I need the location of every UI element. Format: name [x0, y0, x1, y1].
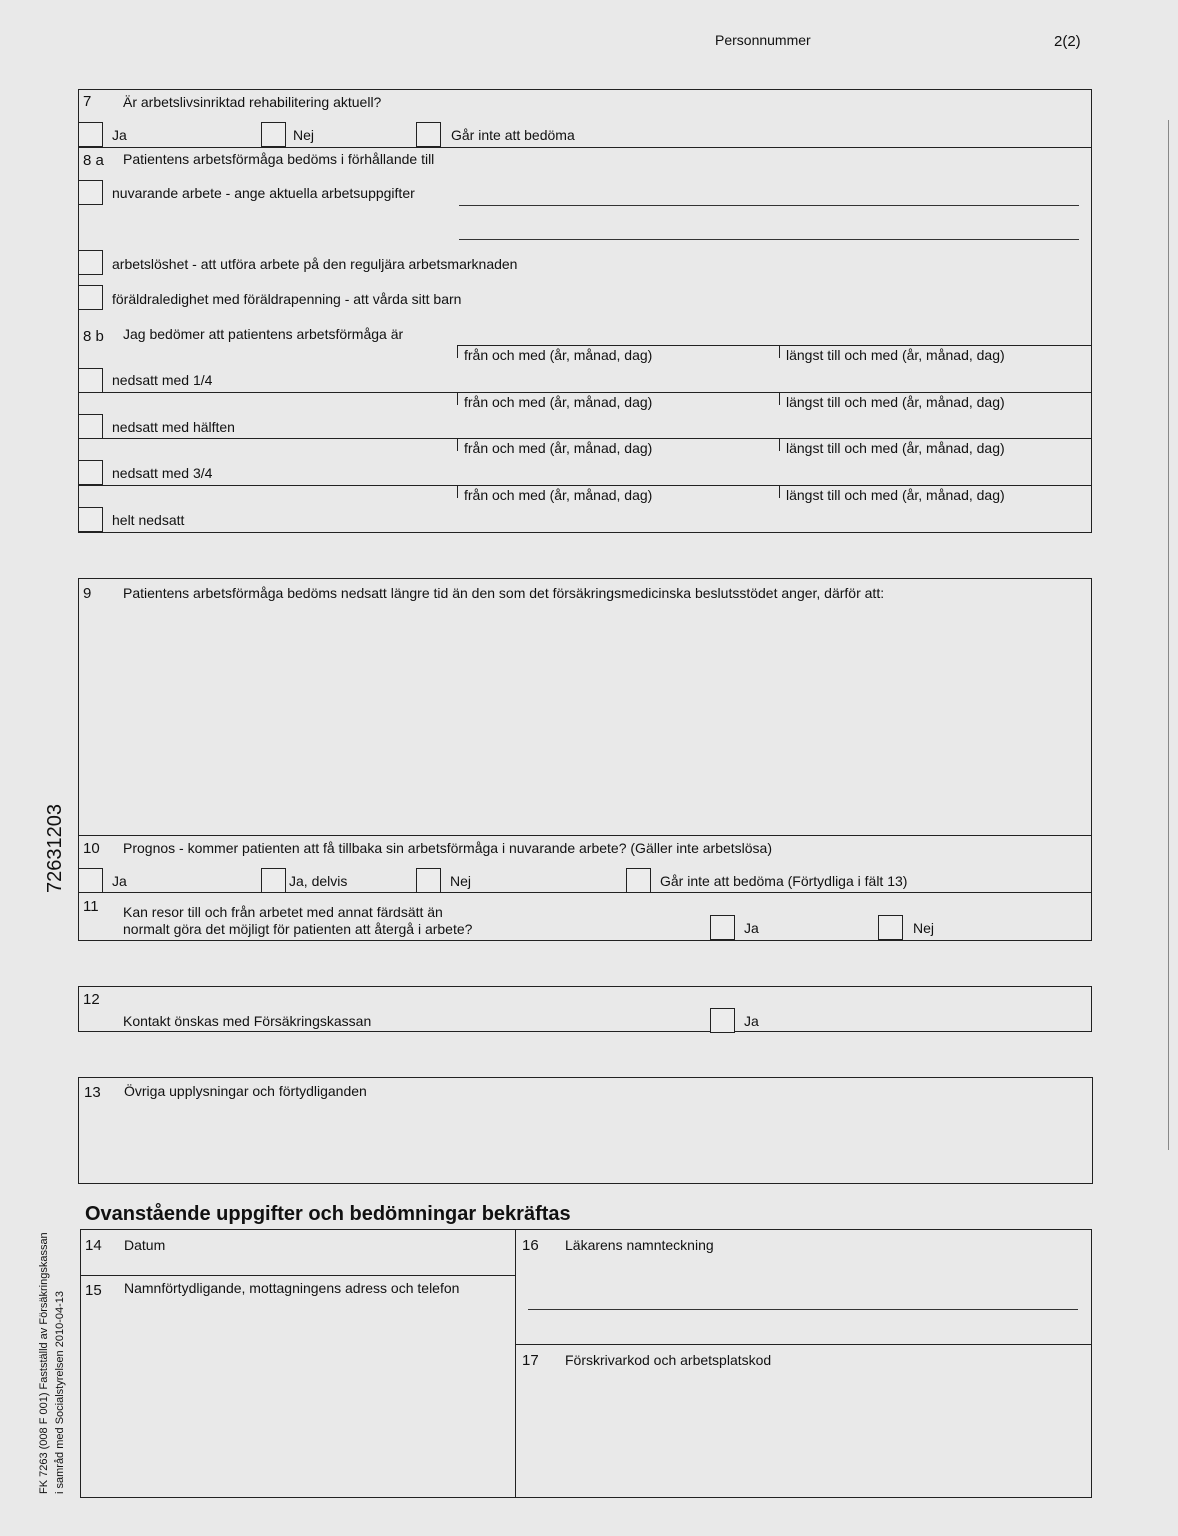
section-14-number: 14 — [85, 1237, 102, 1254]
section-17-text: Förskrivarkod och arbetsplatskod — [565, 1352, 772, 1368]
reduced-three-quarters-from-field[interactable] — [459, 455, 777, 483]
section-14-text: Datum — [124, 1237, 166, 1253]
section-12-text: Kontakt önskas med Försäkringskassan — [123, 1013, 372, 1029]
unemployment-label: arbetslöshet - att utföra arbete på den reguljära arbetsmarknaden — [112, 256, 518, 272]
divider — [78, 485, 1091, 486]
divider — [457, 345, 1091, 346]
parental-leave-checkbox[interactable] — [78, 285, 103, 310]
divider — [80, 1275, 516, 1276]
to-date-label: längst till och med (år, månad, dag) — [786, 440, 1005, 456]
divider — [779, 438, 780, 451]
section-16-text: Läkarens namnteckning — [565, 1237, 714, 1253]
reduced-quarter-from-field[interactable] — [459, 362, 777, 390]
fully-reduced-to-field[interactable] — [781, 502, 1089, 529]
divider — [78, 147, 1091, 148]
travel-no-checkbox[interactable] — [878, 915, 903, 940]
travel-yes-label: Ja — [744, 920, 759, 936]
from-date-label: från och med (år, månad, dag) — [464, 347, 653, 363]
unemployment-checkbox[interactable] — [78, 250, 103, 275]
section-8a-number: 8 a — [83, 152, 104, 169]
work-tasks-line-2[interactable] — [459, 239, 1079, 240]
section-8b-title: Jag bedömer att patientens arbetsförmåga är — [123, 326, 404, 342]
reduced-quarter-to-field[interactable] — [781, 362, 1089, 390]
section-9-text: Patientens arbetsförmåga bedöms nedsatt längre tid än den som det försäkringsmedicinska beslutsstödet anger, därför att: — [123, 585, 885, 601]
section-11-number: 11 — [83, 898, 99, 915]
reduced-quarter-label: nedsatt med 1/4 — [112, 372, 213, 388]
date-field[interactable] — [124, 1255, 509, 1273]
prognosis-yes-checkbox[interactable] — [78, 868, 103, 893]
section-10-text: Prognos - kommer patienten att få tillbaka sin arbetsförmåga i nuvarande arbete? (Gäller inte arbetslösa) — [123, 840, 773, 856]
personnummer-label: Personnummer — [715, 32, 811, 48]
divider — [78, 835, 1091, 836]
section-13-text: Övriga upplysningar och förtydliganden — [124, 1083, 367, 1099]
section-7-question: Är arbetslivsinriktad rehabilitering aktuell? — [123, 94, 382, 110]
section-9-number: 9 — [83, 585, 92, 602]
divider — [779, 345, 780, 358]
divider — [457, 392, 458, 405]
prognosis-no-checkbox[interactable] — [416, 868, 441, 893]
divider — [78, 438, 1091, 439]
current-work-label: nuvarande arbete - ange aktuella arbetsuppgifter — [112, 185, 415, 201]
prognosis-partly-label: Ja, delvis — [289, 873, 348, 889]
form-barcode-number: 72631203 — [44, 804, 66, 893]
from-date-label: från och med (år, månad, dag) — [464, 487, 653, 503]
scan-edge-line — [1168, 120, 1169, 1150]
contact-yes-checkbox[interactable] — [710, 1008, 735, 1033]
parental-leave-label: föräldraledighet med föräldrapenning - att vårda sitt barn — [112, 291, 462, 307]
from-date-label: från och med (år, månad, dag) — [464, 440, 653, 456]
section-8b-number: 8 b — [83, 328, 104, 345]
travel-no-label: Nej — [913, 920, 935, 936]
current-work-checkbox[interactable] — [78, 180, 103, 205]
reduced-three-quarters-label: nedsatt med 3/4 — [112, 465, 213, 481]
divider — [457, 345, 458, 358]
rehab-no-label: Nej — [293, 127, 315, 143]
prognosis-cannot-assess-checkbox[interactable] — [626, 868, 651, 893]
prescriber-code-field[interactable] — [520, 1372, 1086, 1492]
section-8a-title: Patientens arbetsförmåga bedöms i förhållande till — [123, 151, 435, 167]
reduced-three-quarters-to-field[interactable] — [781, 455, 1089, 483]
prognosis-no-label: Nej — [450, 873, 472, 889]
rehab-yes-label: Ja — [112, 127, 127, 143]
form-approval-line: i samråd med Socialstyrelsen 2010-04-13 — [54, 1291, 66, 1494]
section-11-line-2: normalt göra det möjligt för patienten att återgå i arbete? — [123, 921, 473, 937]
divider — [78, 892, 1091, 893]
divider — [515, 1229, 516, 1497]
from-date-label: från och med (år, månad, dag) — [464, 394, 653, 410]
section-11-line-1: Kan resor till och från arbetet med annat färdsätt än — [123, 904, 443, 920]
section-7-number: 7 — [83, 93, 92, 110]
section-15-text: Namnförtydligande, mottagningens adress och telefon — [124, 1280, 460, 1296]
rehab-cannot-assess-label: Går inte att bedöma — [451, 127, 575, 143]
section-15-number: 15 — [85, 1282, 102, 1299]
reduced-half-to-field[interactable] — [781, 409, 1089, 437]
prognosis-partly-checkbox[interactable] — [261, 868, 286, 893]
reduced-half-checkbox[interactable] — [78, 414, 103, 439]
rehab-no-checkbox[interactable] — [261, 122, 286, 147]
section-16-number: 16 — [522, 1237, 539, 1254]
travel-yes-checkbox[interactable] — [710, 915, 735, 940]
name-address-field[interactable] — [84, 1302, 512, 1492]
reduced-three-quarters-checkbox[interactable] — [78, 460, 103, 485]
divider — [78, 392, 1091, 393]
contact-yes-label: Ja — [744, 1013, 759, 1029]
page-number: 2(2) — [1054, 33, 1081, 50]
signature-line[interactable] — [528, 1309, 1078, 1310]
section-9-textarea[interactable] — [80, 608, 1088, 833]
fully-reduced-label: helt nedsatt — [112, 512, 185, 528]
reduced-quarter-checkbox[interactable] — [78, 368, 103, 393]
divider — [457, 485, 458, 498]
work-tasks-line-1[interactable] — [459, 205, 1079, 206]
to-date-label: längst till och med (år, månad, dag) — [786, 394, 1005, 410]
section-10-number: 10 — [83, 840, 100, 857]
to-date-label: längst till och med (år, månad, dag) — [786, 347, 1005, 363]
confirmation-heading: Ovanstående uppgifter och bedömningar bekräftas — [85, 1203, 571, 1225]
divider — [515, 1344, 1091, 1345]
reduced-half-label: nedsatt med hälften — [112, 419, 235, 435]
form-id-line: FK 7263 (008 F 001) Fastställd av Försäkringskassan — [38, 1232, 50, 1494]
divider — [457, 438, 458, 451]
fully-reduced-from-field[interactable] — [459, 502, 777, 529]
fully-reduced-checkbox[interactable] — [78, 507, 103, 532]
section-13-textarea[interactable] — [82, 1104, 1087, 1178]
to-date-label: längst till och med (år, månad, dag) — [786, 487, 1005, 503]
prognosis-cannot-assess-label: Går inte att bedöma (Förtydliga i fält 13) — [660, 873, 908, 889]
section-13-number: 13 — [84, 1084, 101, 1101]
reduced-half-from-field[interactable] — [459, 409, 777, 437]
divider — [779, 485, 780, 498]
rehab-yes-checkbox[interactable] — [78, 122, 103, 147]
section-17-number: 17 — [522, 1352, 539, 1369]
rehab-cannot-assess-checkbox[interactable] — [416, 122, 441, 147]
prognosis-yes-label: Ja — [112, 873, 127, 889]
section-12-number: 12 — [83, 991, 100, 1008]
divider — [779, 392, 780, 405]
